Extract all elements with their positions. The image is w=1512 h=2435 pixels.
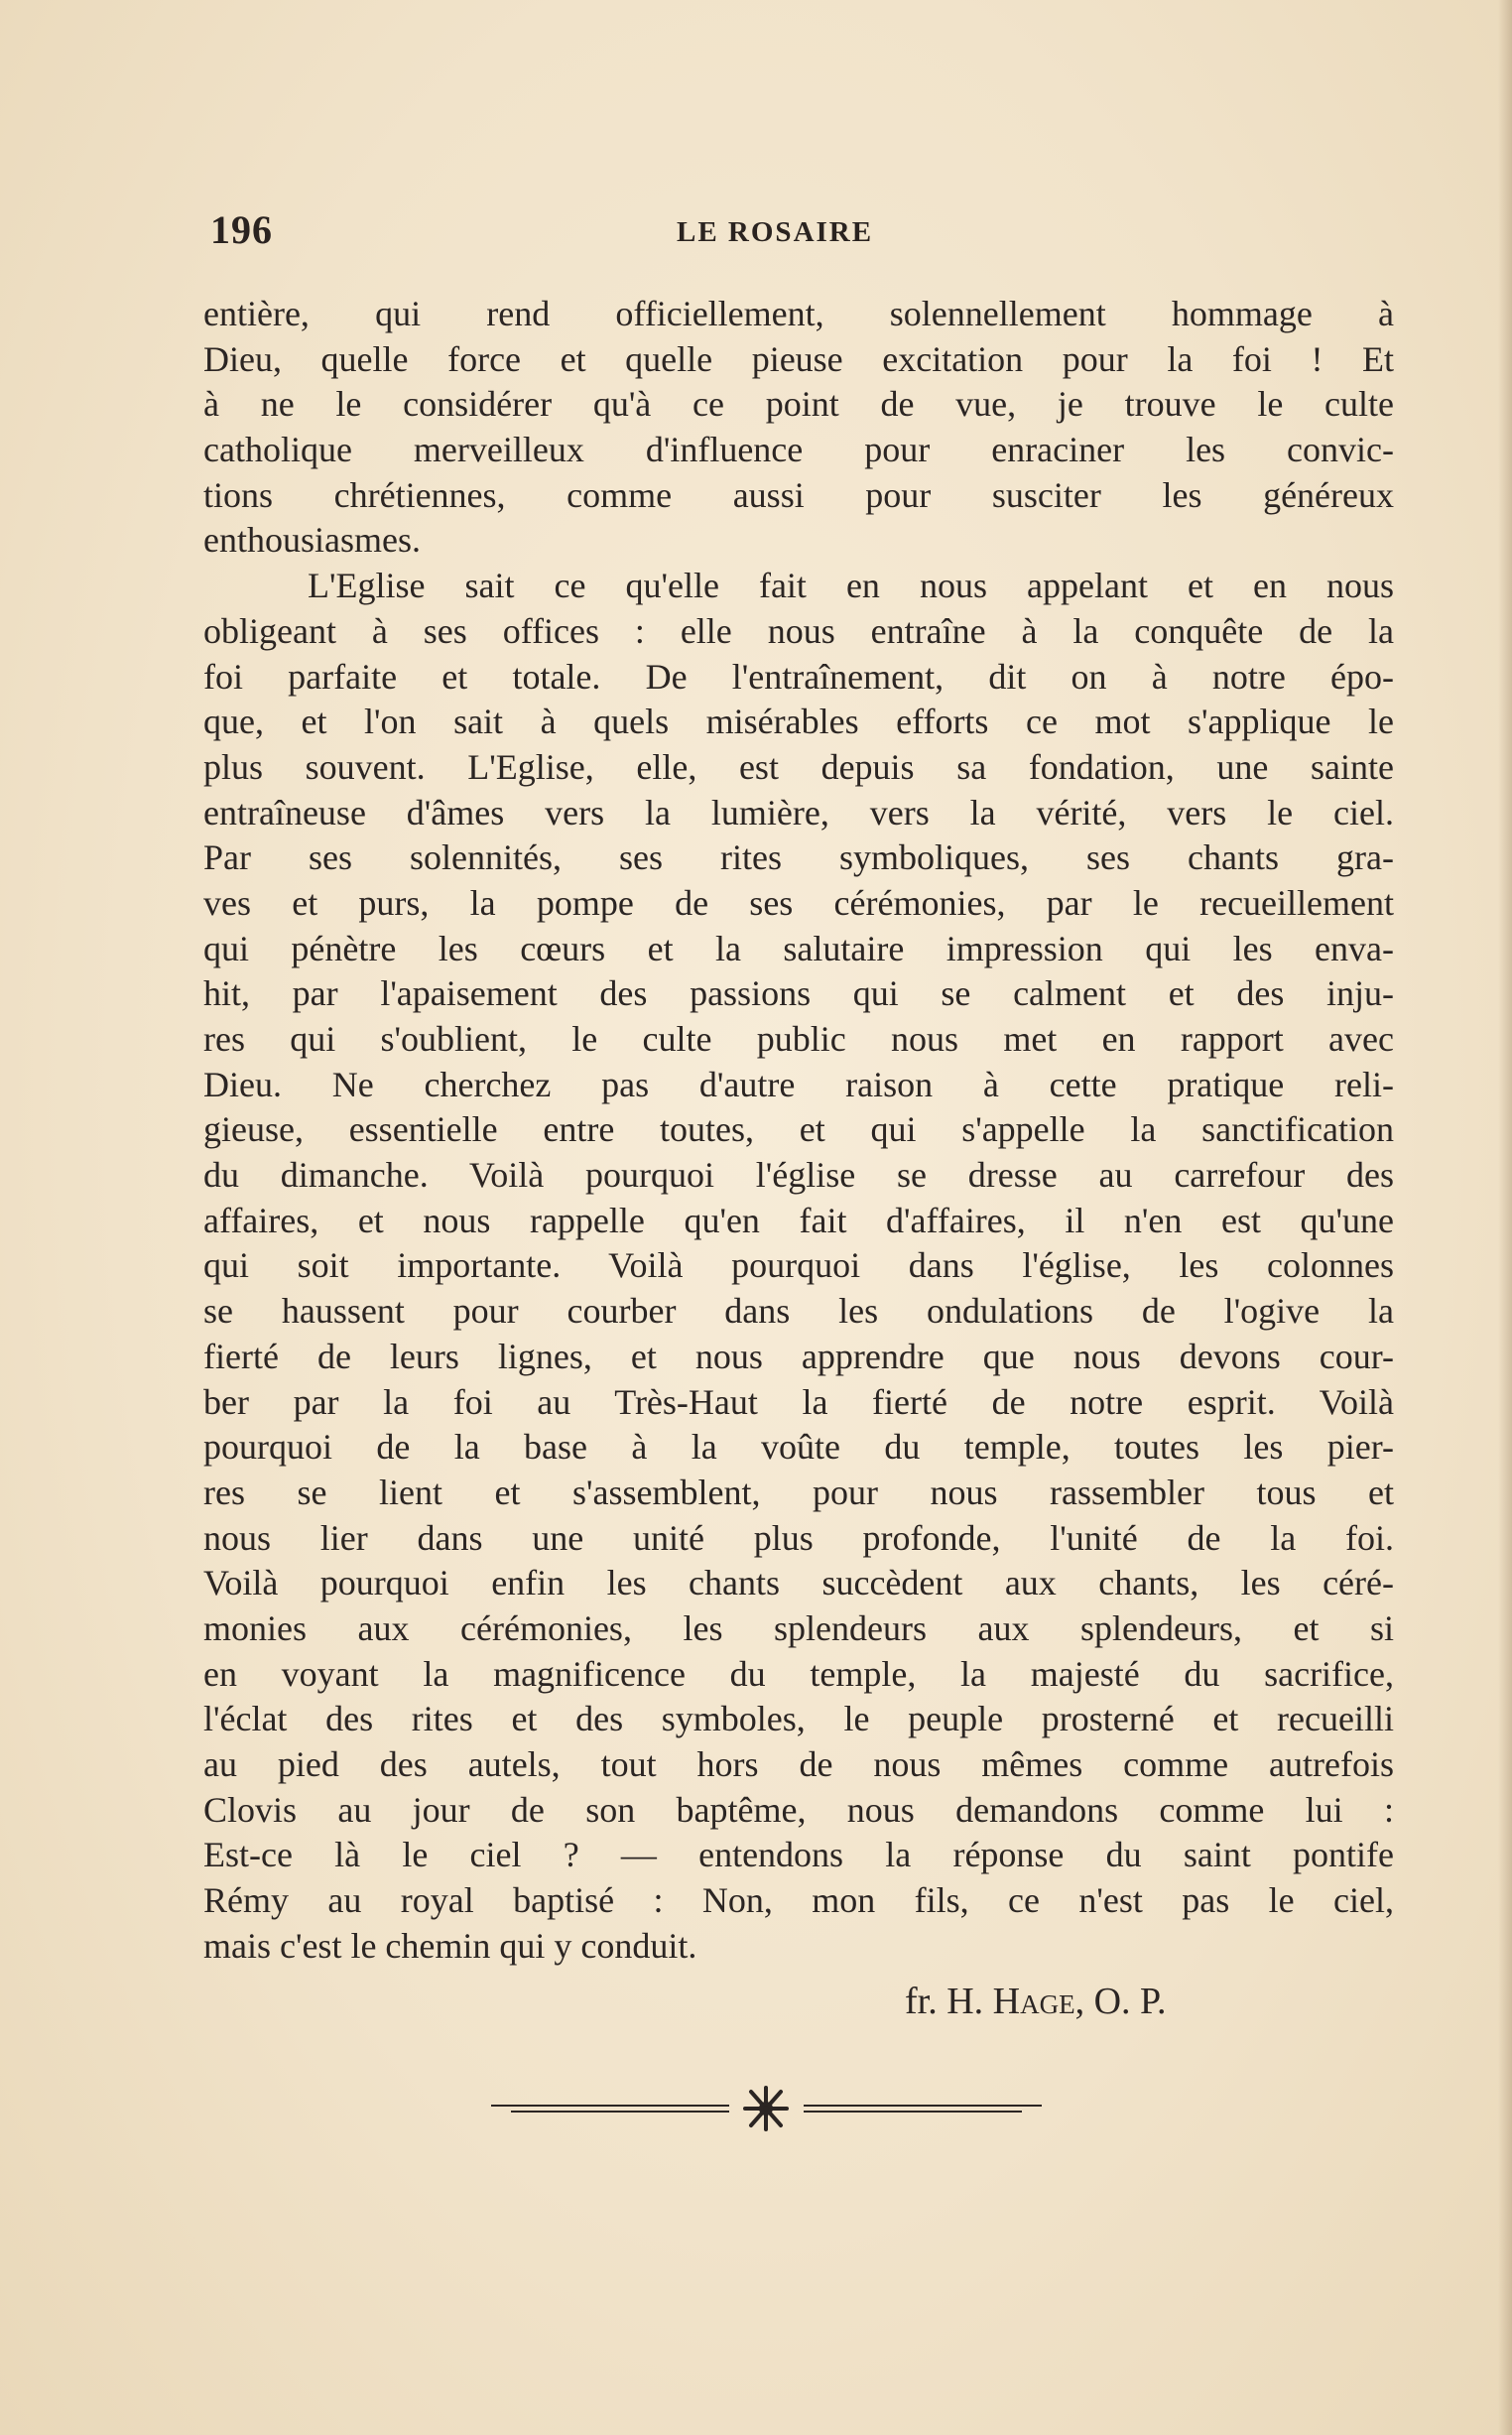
text-line: enthousiasmes. <box>203 520 421 561</box>
text-line: pourquoi de la base à la voûte du temple, toutes les pier- <box>203 1427 1394 1468</box>
text-line: affaires, et nous rappelle qu'en fait d'affaires, il n'en est qu'une <box>203 1200 1394 1240</box>
text-line: à ne le considérer qu'à ce point de vue, je trouve le culte <box>203 384 1394 425</box>
text-line: Voilà pourquoi enfin les chants succèdent aux chants, les céré- <box>203 1563 1394 1603</box>
text-line: fierté de leurs lignes, et nous apprendre que nous devons cour- <box>203 1336 1394 1376</box>
text-line: catholique merveilleux d'influence pour enraciner les convic- <box>203 430 1394 470</box>
text-line: entraîneuse d'âmes vers la lumière, vers la vérité, vers le ciel. <box>203 792 1394 833</box>
text-line: l'éclat des rites et des symboles, le peuple prosterné et recueilli <box>203 1699 1394 1739</box>
text-line: Dieu. Ne cherchez pas d'autre raison à cette pratique reli- <box>203 1064 1394 1104</box>
signature-suffix: , O. P. <box>1074 1981 1167 2022</box>
text-line: Est-ce là le ciel ? — entendons la réponse du saint pontife <box>203 1835 1394 1875</box>
text-line: Clovis au jour de son baptême, nous demandons comme lui : <box>203 1789 1394 1830</box>
text-line: ves et purs, la pompe de ses cérémonies, par le recueillement <box>203 882 1394 923</box>
text-line: qui soit importante. Voilà pourquoi dans l'église, les colonnes <box>203 1245 1394 1286</box>
text-line: ber par la foi au Très-Haut la fierté de notre esprit. Voilà <box>203 1381 1394 1422</box>
ornamental-divider <box>491 2084 1042 2133</box>
author-signature <box>905 1980 1166 2023</box>
signature-prefix: fr. H. <box>905 1981 984 2022</box>
text-line: tions chrétiennes, comme aussi pour susciter les généreux <box>203 474 1394 515</box>
running-title: LE ROSAIRE <box>677 216 874 248</box>
text-line: L'Eglise sait ce qu'elle fait en nous appelant et en nous <box>308 566 1394 606</box>
page-number: 196 <box>210 207 273 252</box>
text-line: qui pénètre les cœurs et la salutaire impression qui les enva- <box>203 928 1394 968</box>
text-line: au pied des autels, tout hors de nous mêmes comme autrefois <box>203 1744 1394 1784</box>
text-line: nous lier dans une unité plus profonde, l'unité de la foi. <box>203 1517 1394 1558</box>
page-edge-shadow <box>1498 0 1512 2435</box>
text-line: obligeant à ses offices : elle nous entraîne à la conquête de la <box>203 610 1394 651</box>
text-line: gieuse, essentielle entre toutes, et qui s'appelle la sanctification <box>203 1109 1394 1150</box>
text-line: du dimanche. Voilà pourquoi l'église se dresse au carrefour des <box>203 1155 1394 1196</box>
text-line: hit, par l'apaisement des passions qui se calment et des inju- <box>203 973 1394 1014</box>
text-line: en voyant la magnificence du temple, la majesté du sacrifice, <box>203 1653 1394 1694</box>
text-line: entière, qui rend officiellement, solennellement hommage à <box>203 294 1394 333</box>
page-header <box>210 206 1391 256</box>
text-line: mais c'est le chemin qui y conduit. <box>203 1925 697 1966</box>
text-line: monies aux cérémonies, les splendeurs aux splendeurs, et si <box>203 1607 1394 1648</box>
text-line: plus souvent. L'Eglise, elle, est depuis sa fondation, une sainte <box>203 746 1394 787</box>
text-line: Dieu, quelle force et quelle pieuse excitation pour la foi ! Et <box>203 338 1394 379</box>
text-line: res qui s'oublient, le culte public nous met en rapport avec <box>203 1019 1394 1059</box>
text-line: Rémy au royal baptisé : Non, mon fils, ce n'est pas le ciel, <box>203 1880 1394 1921</box>
fleuron-icon <box>745 2088 787 2129</box>
text-line: se haussent pour courber dans les ondulations de l'ogive la <box>203 1291 1394 1332</box>
text-line: foi parfaite et totale. De l'entraînement, dit on à notre épo- <box>203 656 1394 697</box>
signature-name: Hage <box>992 1981 1075 2022</box>
text-line: que, et l'on sait à quels misérables efforts ce mot s'applique le <box>203 702 1394 742</box>
body-text <box>203 292 1394 1969</box>
text-line: res se lient et s'assemblent, pour nous rassembler tous et <box>203 1472 1394 1512</box>
text-line: Par ses solennités, ses rites symboliques, ses chants gra- <box>203 837 1394 878</box>
